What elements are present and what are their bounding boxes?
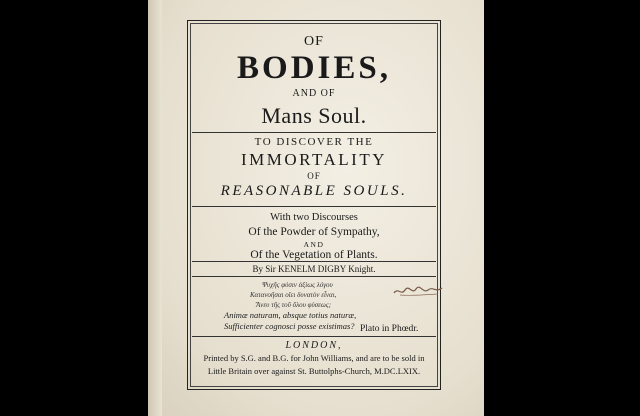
subtitle-discover: TO DISCOVER THE bbox=[254, 136, 374, 148]
rule bbox=[192, 336, 436, 337]
imprint-line: Printed by S.G. and B.G. for John Williams, and are to be sold in bbox=[203, 353, 425, 363]
discourse-and: AND bbox=[303, 240, 325, 249]
discourse-vegetation: Of the Vegetation of Plants. bbox=[250, 249, 378, 261]
author-line: By Sir KENELM DIGBY Knight. bbox=[252, 264, 376, 274]
quote-attribution: Plato in Phœdr. bbox=[360, 324, 419, 334]
title-bodies: BODIES, bbox=[237, 50, 391, 86]
title-mans-soul: Mans Soul. bbox=[261, 103, 367, 128]
subtitle-of: OF bbox=[307, 171, 321, 181]
handwritten-signature bbox=[392, 284, 444, 298]
page-edge bbox=[148, 0, 162, 416]
imprint-city: LONDON, bbox=[285, 340, 343, 351]
greek-quote-line: Κατανοῆσαι οἴει δυνατὸν εἶναι, bbox=[250, 291, 337, 299]
latin-quote-line: Animæ naturam, absque totius naturæ, bbox=[224, 310, 357, 320]
discourses-intro: With two Discourses bbox=[270, 212, 358, 223]
rule bbox=[192, 206, 436, 207]
greek-quote-line: Ἄνευ τῆς τοῦ ὅλου φύσεως; bbox=[256, 301, 332, 309]
subtitle-reasonable: REASONABLE SOULS. bbox=[220, 183, 408, 199]
greek-quote-line: Ψυχῆς φύσιν ἀξίως λόγου bbox=[262, 281, 333, 289]
title-of: OF bbox=[304, 34, 324, 49]
rule bbox=[192, 276, 436, 277]
title-and-of: AND OF bbox=[292, 88, 336, 99]
imprint-line: Little Britain over against St. Buttolphs-Church, M.DC.LXIX. bbox=[207, 366, 421, 376]
latin-quote-line: Sufficienter cognosci posse existimas? bbox=[224, 321, 355, 331]
rule bbox=[192, 132, 436, 133]
discourse-powder: Of the Powder of Sympathy, bbox=[248, 226, 380, 238]
subtitle-immortality: IMMORTALITY bbox=[241, 150, 387, 169]
rule bbox=[192, 261, 436, 262]
